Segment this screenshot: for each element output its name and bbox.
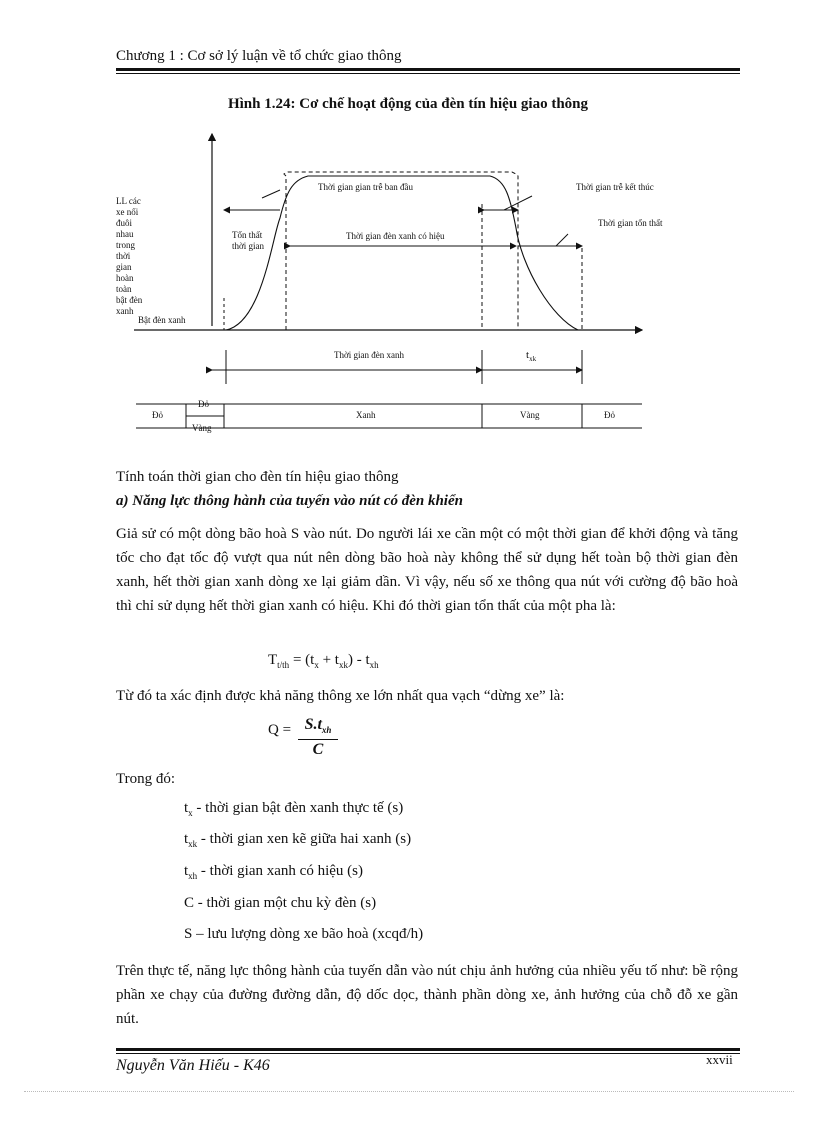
- phase-do-top: Đỏ: [198, 399, 209, 409]
- label-tg-ton-that: Thời gian tổn thất: [598, 218, 663, 228]
- trong-do-label: Trong đó:: [116, 771, 176, 787]
- label-bat-den-xanh: Bật đèn xanh: [138, 315, 186, 325]
- header-rule: [116, 68, 740, 71]
- footer-rule-thin: [116, 1053, 740, 1054]
- header-rule-thin: [116, 73, 740, 74]
- label-tg-tre-ban-dau: Thời gian gian trễ ban đầu: [318, 182, 413, 192]
- formula-capacity-lhs: Q =: [268, 722, 292, 738]
- definition-item: $t_{xh}$ - thời gian xanh có hiệu (s): [184, 863, 363, 881]
- section-heading-a: a) Năng lực thông hành của tuyến vào nút có đèn khiển: [116, 493, 463, 509]
- y-axis-label: LL các xe nối đuôi nhau trong thời gian hoàn toàn bật đèn xanh: [116, 196, 143, 316]
- label-tg-xanh-hieu-qua: Thời gian đèn xanh có hiệu: [346, 231, 445, 241]
- label-tg-den-xanh: Thời gian đèn xanh: [334, 350, 404, 360]
- fraction-numerator: $S.t_{xh}$: [298, 716, 338, 740]
- formula-loss-time: $T_{t/th} = (t_x + t_{xk}) - t_{xh}$: [268, 652, 379, 670]
- label-tg-tre-ket-thuc: Thời gian trễ kết thúc: [576, 182, 654, 192]
- definition-item: $t_{xk}$ - thời gian xen kẽ giữa hai xanh (s): [184, 831, 412, 849]
- loss-right-leader: [556, 234, 568, 246]
- paragraph-3: Trên thực tế, năng lực thông hành của tuyến dẫn vào nút chịu ảnh hưởng của nhiều yếu tố như: bề rộng phần xe chạy của đường đường dẫn, độ dốc dọc, thành phần dòng xe, ảnh hưởng của chỗ đỗ xe gần nút.: [116, 963, 738, 1027]
- label-ton-that-thoi-gian: Tổn thất thời gian: [232, 230, 265, 251]
- phase-vang: Vàng: [520, 410, 540, 420]
- traffic-signal-diagram: [112, 118, 663, 436]
- footer-rule: [116, 1048, 740, 1051]
- phase-vang-bottom: Vàng: [192, 423, 212, 433]
- loss-leader: [262, 190, 280, 198]
- definition-item: C - thời gian một chu kỳ đèn (s): [184, 895, 377, 911]
- phase-do-right: Đỏ: [604, 410, 615, 420]
- definition-item: S – lưu lượng dòng xe bão hoà (xcqđ/h): [184, 926, 424, 942]
- figure-title: Hình 1.24: Cơ chế hoạt động của đèn tín hiệu giao thông: [227, 96, 589, 112]
- intro-line: Tính toán thời gian cho đèn tín hiệu giao thông: [116, 469, 399, 485]
- page-edge-dots: [24, 1091, 794, 1092]
- paragraph-1: Giả sử có một dòng bão hoà S vào nút. Do người lái xe cần một có một thời gian để khởi động và tăng tốc cho đạt tốc độ vượt qua nút nên dòng bão hoà này không thể sử dụng hết toàn bộ thời gian đèn xanh, hết thời gian xanh dòng xe lại giảm dần. Vì vậy, nếu số xe thông qua nút với cường độ bão hoà thì chỉ sử dụng hết thời gian xanh có hiệu. Khi đó thời gian tổn thất của một pha là:: [116, 526, 738, 614]
- phase-xanh: Xanh: [356, 410, 376, 420]
- paragraph-2: Từ đó ta xác định được khả năng thông xe lớn nhất qua vạch “dừng xe” là:: [116, 688, 565, 704]
- definition-item: $t_x$ - thời gian bật đèn xanh thực tế (s): [184, 800, 404, 818]
- label-txk: $t_{xk}$: [526, 349, 537, 363]
- page-number: xxvii: [706, 1052, 733, 1067]
- author-name: Nguyễn Văn Hiếu - K46: [116, 1057, 270, 1074]
- fraction-denominator: C: [312, 741, 324, 759]
- effective-green-box: [284, 172, 518, 330]
- phase-do-left: Đỏ: [152, 410, 163, 420]
- chapter-header: Chương 1 : Cơ sở lý luận về tổ chức giao thông: [116, 48, 402, 64]
- formula-capacity-fraction: [298, 716, 338, 760]
